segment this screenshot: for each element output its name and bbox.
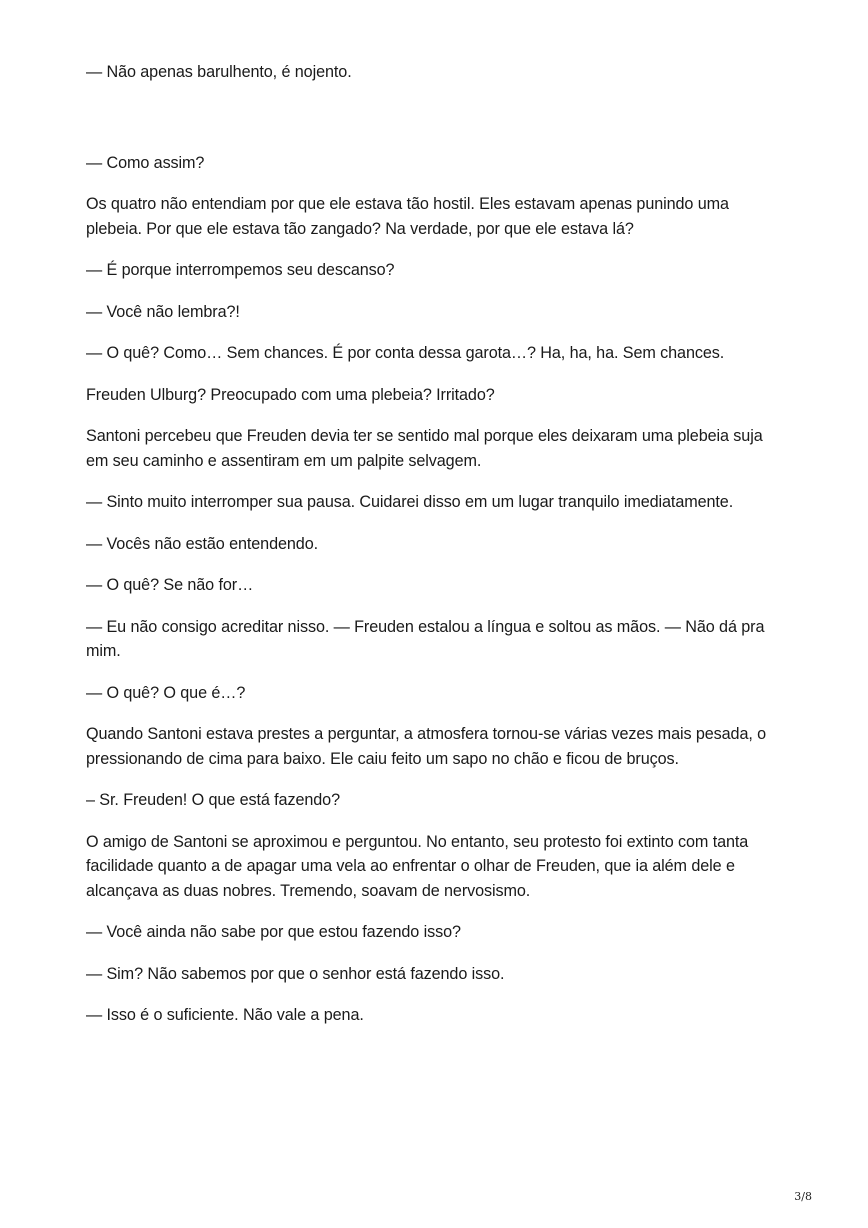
paragraph: — Vocês não estão entendendo. [86, 534, 319, 553]
paragraph: — Você ainda não sabe por que estou fazendo isso? [86, 923, 461, 941]
paragraph: Quando Santoni estava prestes a perguntar, a atmosfera tornou-se várias vezes mais pesada, o pressionando de cima para baixo. Ele caiu feito um sapo no chão e ficou de bruços. [86, 725, 767, 768]
paragraph: — Eu não consigo acreditar nisso. — Freuden estalou a língua e soltou as mãos. — Não dá pra mim. [86, 617, 765, 660]
page-number: 3/8 [794, 1190, 812, 1203]
paragraph: — É porque interrompemos seu descanso? [86, 261, 395, 279]
paragraph: Os quatro não entendiam por que ele estava tão hostil. Eles estavam apenas punindo uma plebeia. Por que ele estava tão zangado? Na verdade, por que ele estava lá? [86, 195, 729, 238]
paragraph: O amigo de Santoni se aproximou e perguntou. No entanto, seu protesto foi extinto com tanta facilidade quanto a de apagar uma vela ao enfrentar o olhar de Freuden, que ia além dele e alcançava as duas nobres. Tremendo, soavam de nervosismo. [86, 832, 749, 900]
paragraph: — O quê? O que é…? [86, 683, 246, 702]
paragraph: Freuden Ulburg? Preocupado com uma plebeia? Irritado? [86, 385, 495, 404]
document-body [86, 60, 786, 1028]
paragraph: — Sim? Não sabemos por que o senhor está fazendo isso. [86, 964, 505, 983]
paragraph: — Não apenas barulhento, é nojento. [86, 63, 352, 81]
paragraph: — Você não lembra?! [86, 302, 240, 321]
paragraph: — O quê? Se não for… [86, 576, 254, 594]
paragraph: — Isso é o suficiente. Não vale a pena. [86, 1006, 364, 1024]
paragraph: Santoni percebeu que Freuden devia ter se sentido mal porque eles deixaram uma plebeia suja em seu caminho e assentiram em um palpite selvagem. [86, 427, 763, 470]
paragraph: — O quê? Como… Sem chances. É por conta dessa garota…? Ha, ha, ha. Sem chances. [86, 344, 725, 362]
paragraph: – Sr. Freuden! O que está fazendo? [86, 791, 340, 809]
paragraph: — Como assim? [86, 153, 205, 172]
paragraph: — Sinto muito interromper sua pausa. Cuidarei disso em um lugar tranquilo imediatamente. [86, 493, 734, 511]
